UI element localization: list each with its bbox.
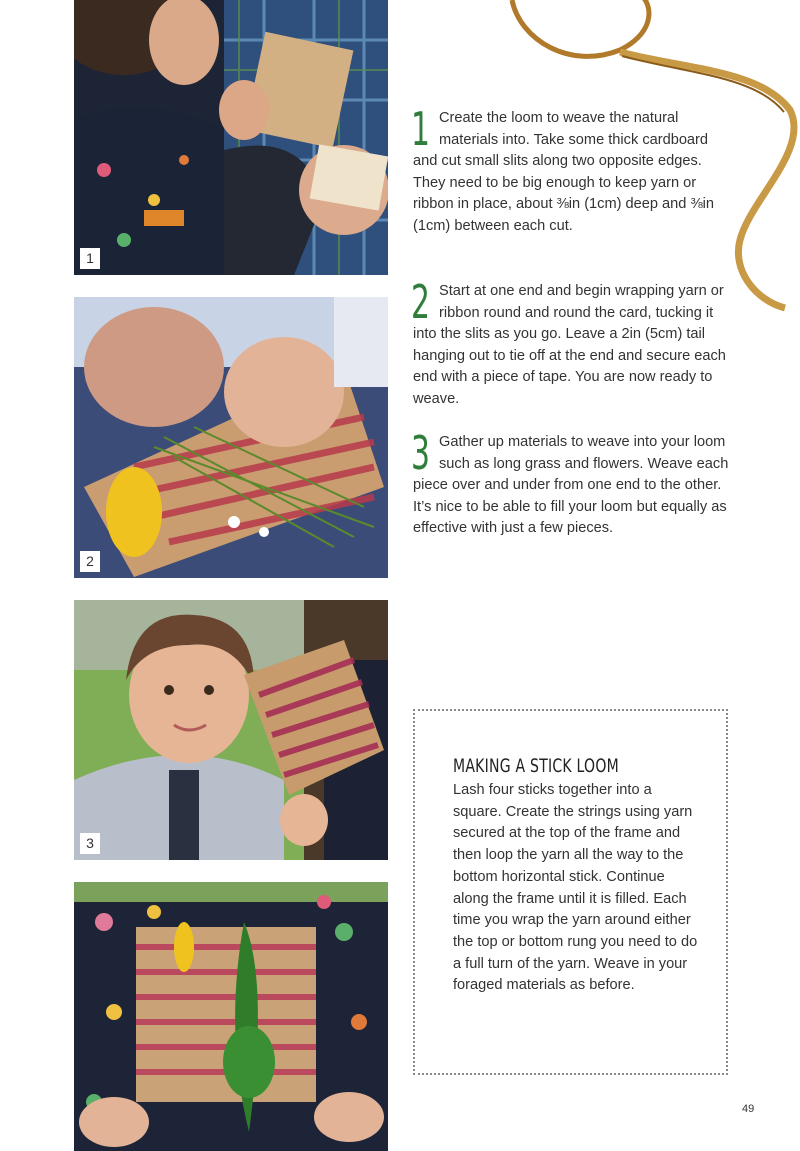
step-number: 2 — [411, 275, 430, 329]
photo-number-label: 2 — [80, 551, 100, 572]
photo-leaf-loom — [74, 882, 388, 1151]
sidebar-body: Lash four sticks together into a square. Create the strings using yarn secured at the top of the frame and then loop the yarn all the way to the bottom horizontal stick. Continue along the frame until it is filled. Each time you wrap the yarn around either the top or bottom rung you need to do a full turn of the yarn. Weave in your foraged materials as before. — [453, 782, 698, 994]
step-number: 3 — [411, 426, 430, 480]
photo-weaving-grass — [74, 297, 388, 578]
step-number: 1 — [411, 102, 430, 156]
page-number: 49 — [742, 1103, 755, 1115]
step-text: Start at one end and begin wrapping yarn or ribbon round and round the card, tucking it into the slits as you go. Leave a 2in (5cm) tail hanging out to tie off at the end and secure each end with a piece of tape. You are now ready to weave. — [413, 283, 726, 407]
photo-2-image — [74, 297, 388, 578]
step-1 — [411, 102, 731, 238]
step-3 — [411, 426, 731, 540]
photo-cutting-cardboard — [74, 0, 388, 275]
step-text: Create the loom to weave the natural materials into. Take some thick cardboard and cut small slits along two opposite edges. They need to be big enough to keep yarn or ribbon in place, about ⅜in (1cm) deep and ⅜in (1cm) between each cut. — [413, 110, 714, 234]
photo-number-label: 3 — [80, 833, 100, 854]
photo-4-image — [74, 882, 388, 1151]
photo-1-image — [74, 0, 388, 275]
sidebar-title: MAKING A STICK LOOM — [453, 755, 619, 777]
step-2 — [411, 275, 731, 411]
stick-loom-sidebar — [413, 709, 728, 1075]
step-text: Gather up materials to weave into your loom such as long grass and flowers. Weave each piece over and under from one end to the other. It’s nice to be able to fill your loom but equally as effective with just a few pieces. — [413, 434, 729, 537]
photo-3-image — [74, 600, 388, 860]
photo-number-label: 1 — [80, 248, 100, 269]
photo-boy-with-loom — [74, 600, 388, 860]
